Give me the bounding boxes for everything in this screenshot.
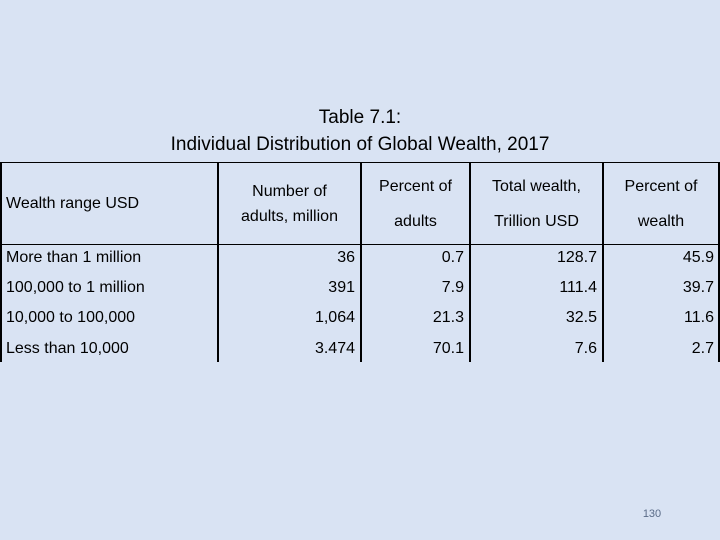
row1-pct-wealth: 45.9 [682, 249, 714, 266]
page-number: 130 [642, 508, 662, 520]
row4-adults: 3.474 [314, 340, 355, 357]
wealth-distribution-table [0, 162, 720, 362]
row1-pct-adults: 0.7 [441, 249, 464, 266]
row4-pct-wealth: 2.7 [691, 340, 714, 357]
table-title-line2: Individual Distribution of Global Wealth, 2017 [170, 134, 550, 155]
table-title [0, 104, 720, 158]
header-wealth-line2: Trillion USD [494, 213, 579, 230]
row3-adults: 1,064 [314, 309, 355, 326]
row1-range: More than 1 million [6, 249, 142, 266]
row1-wealth: 128.7 [556, 249, 597, 266]
row2-adults: 391 [328, 279, 355, 296]
header-adults-line2: adults, million [241, 208, 338, 225]
header-wealth-line1: Total wealth, [492, 178, 581, 195]
row3-wealth: 32.5 [565, 309, 597, 326]
row3-pct-wealth: 11.6 [684, 309, 714, 326]
header-pct-adults-line1: Percent of [379, 178, 452, 195]
header-wealth-range: Wealth range USD [6, 195, 140, 212]
header-pct-adults-line2: adults [394, 213, 437, 230]
row4-pct-adults: 70.1 [432, 340, 464, 357]
row1-adults: 36 [337, 249, 355, 266]
row2-range: 100,000 to 1 million [6, 279, 145, 296]
column-divider-1 [0, 162, 2, 362]
row2-pct-wealth: 39.7 [682, 279, 714, 296]
row2-wealth: 111.4 [559, 279, 597, 296]
row2-pct-adults: 7.9 [441, 279, 464, 296]
row3-range: 10,000 to 100,000 [6, 309, 136, 326]
row3-pct-adults: 21.3 [432, 309, 464, 326]
header-adults-line1: Number of [252, 183, 327, 200]
row4-wealth: 7.6 [574, 340, 597, 357]
row4-range: Less than 10,000 [6, 340, 129, 357]
header-pct-wealth-line1: Percent of [624, 178, 698, 195]
table-title-line1: Table 7.1: [318, 107, 402, 128]
header-pct-wealth-line2: wealth [637, 213, 685, 230]
